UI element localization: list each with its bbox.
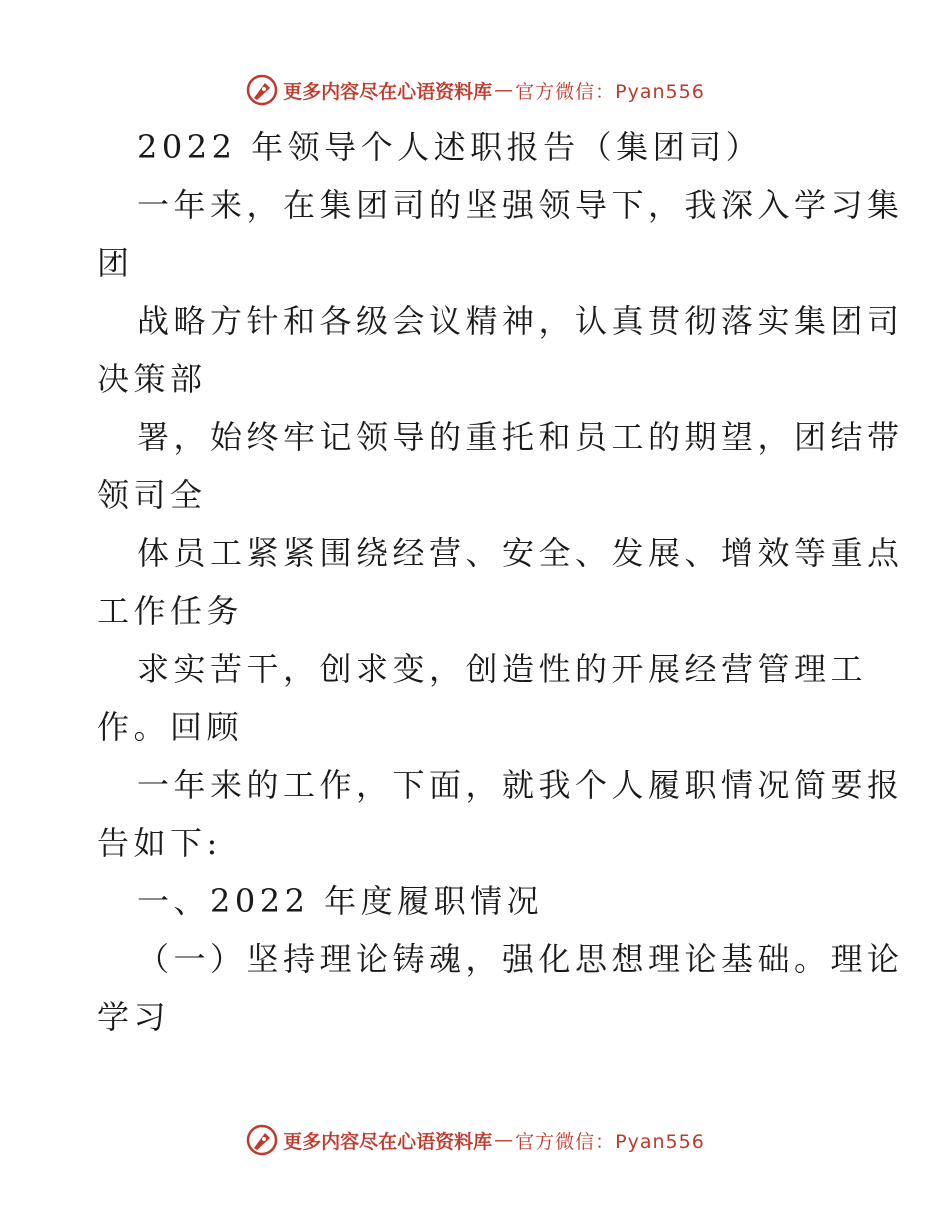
banner-main-text: 更多内容尽在心语资料库: [283, 1130, 493, 1153]
subsection-heading: （一）坚持理论铸魂，强化思想理论基础。理论: [137, 940, 904, 978]
pen-nib-icon: [245, 73, 279, 107]
banner-dash: —: [494, 1129, 514, 1151]
paragraph-line: 一年来，在集团司的坚强领导下，我深入学习集: [137, 186, 904, 224]
banner-wechat-text: 官方微信：Pyan556: [515, 1130, 705, 1153]
footer-banner: [0, 1120, 950, 1160]
paragraph-line: 团: [97, 244, 134, 282]
banner-wechat-text: 官方微信：Pyan556: [515, 80, 705, 103]
paragraph-line: 署，始终牢记领导的重托和员工的期望，团结带: [137, 418, 904, 456]
banner-dash: —: [494, 79, 514, 101]
paragraph-line: 战略方针和各级会议精神，认真贯彻落实集团司: [137, 302, 904, 340]
pen-nib-icon: [245, 1123, 279, 1157]
paragraph-line: 决策部: [97, 360, 207, 398]
paragraph-line: 告如下:: [97, 824, 222, 862]
document-title: 2022 年领导个人述职报告（集团司）: [137, 128, 763, 166]
paragraph-line: 领司全: [97, 476, 207, 514]
section-heading: 一、2022 年度履职情况: [137, 882, 544, 920]
paragraph-line: 学习: [97, 998, 171, 1036]
paragraph-line: 作。回顾: [97, 708, 244, 746]
banner-main-text: 更多内容尽在心语资料库: [283, 80, 493, 103]
paragraph-line: 体员工紧紧围绕经营、安全、发展、增效等重点: [137, 534, 904, 572]
document-body: [97, 118, 904, 1046]
paragraph-line: 工作任务: [97, 592, 244, 630]
header-banner: [0, 70, 950, 110]
paragraph-line: 一年来的工作，下面，就我个人履职情况简要报: [137, 766, 904, 804]
paragraph-line: 求实苦干，创求变，创造性的开展经营管理工: [137, 650, 868, 688]
